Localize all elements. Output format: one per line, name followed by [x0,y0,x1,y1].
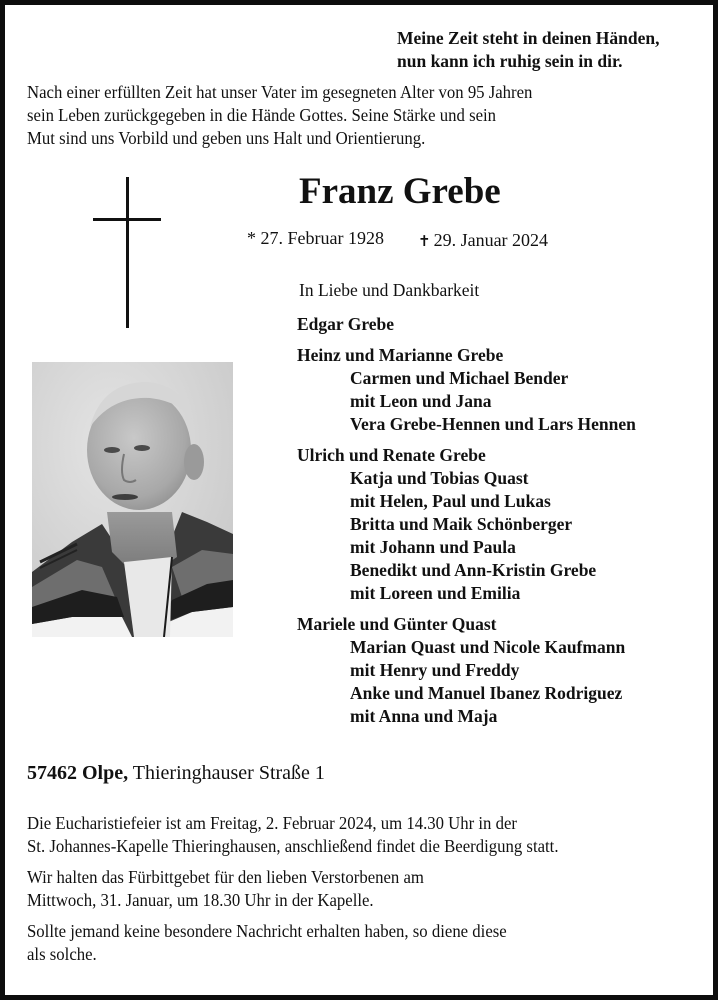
address-street: Thieringhauser Straße 1 [132,762,325,784]
motto-line: nun kann ich ruhig sein in dir. [397,51,623,71]
mourner-member: mit Loreen und Emilia [350,583,521,603]
service-paragraph [27,920,543,966]
cross-vertical-bar [126,177,129,328]
service-line: Die Eucharistiefeier ist am Freitag, 2. Februar 2024, um 14.30 Uhr in der [27,813,517,833]
mourner-member: Marian Quast und Nicole Kaufmann [350,637,626,657]
service-line: St. Johannes-Kapelle Thieringhausen, anschließend findet die Beerdigung statt. [27,836,559,856]
mourner-member: Vera Grebe-Hennen und Lars Hennen [350,414,636,434]
service-line: Sollte jemand keine besondere Nachricht erhalten haben, so diene diese [27,921,507,941]
mourner-member: Britta und Maik Schönberger [350,514,573,534]
intro-line: Nach einer erfüllten Zeit hat unser Vater im gesegneten Alter von 95 Jahren [27,82,533,102]
service-paragraph [27,812,599,858]
motto-line: Meine Zeit steht in deinen Händen, [397,28,660,48]
portrait-image [32,362,233,637]
mourner-lead: Heinz und Marianne Grebe [297,345,504,365]
motto-verse [397,27,660,73]
mourner-member: Katja und Tobias Quast [350,468,529,488]
deceased-name: Franz Grebe [299,171,501,212]
intro-text [27,81,570,150]
mourner-group [297,444,636,605]
service-line: Mittwoch, 31. Januar, um 18.30 Uhr in der Kapelle. [27,890,374,910]
mourner-member: Benedikt und Ann-Kristin Grebe [350,560,597,580]
mourners-list [297,280,636,736]
mourner-member: Carmen und Michael Bender [350,368,569,388]
birth-date: * 27. Februar 1928 [247,228,384,248]
address [27,760,325,786]
mourner-member: mit Leon und Jana [350,391,492,411]
death-date-text: 29. Januar 2024 [433,230,549,250]
mourner-member: mit Johann und Paula [350,537,516,557]
mourner-group [297,613,636,728]
service-line: als solche. [27,944,97,964]
mourner-group [297,313,636,336]
mourner-lead: Ulrich und Renate Grebe [297,445,486,465]
dagger-icon: ✝ [418,232,431,250]
intro-line: Mut sind uns Vorbild und geben uns Halt und Orientierung. [27,128,426,148]
cross-horizontal-bar [93,218,161,221]
mourner-member: mit Henry und Freddy [350,660,520,680]
service-line: Wir halten das Fürbittgebet für den lieben Verstorbenen am [27,867,424,887]
mourner-member: Anke und Manuel Ibanez Rodriguez [350,683,623,703]
mourner-group [297,344,636,436]
mourner-lead: Mariele und Günter Quast [297,614,497,634]
service-paragraph [27,866,454,912]
death-date [418,229,548,252]
mourner-lead: Edgar Grebe [297,314,395,334]
intro-line: sein Leben zurückgegeben in die Hände Gottes. Seine Stärke und sein [27,105,497,125]
mourners-intro: In Liebe und Dankbarkeit [299,280,480,300]
address-city: 57462 Olpe, [27,762,129,784]
mourner-member: mit Helen, Paul und Lukas [350,491,551,511]
portrait-photo [32,362,233,637]
mourner-member: mit Anna und Maja [350,706,498,726]
